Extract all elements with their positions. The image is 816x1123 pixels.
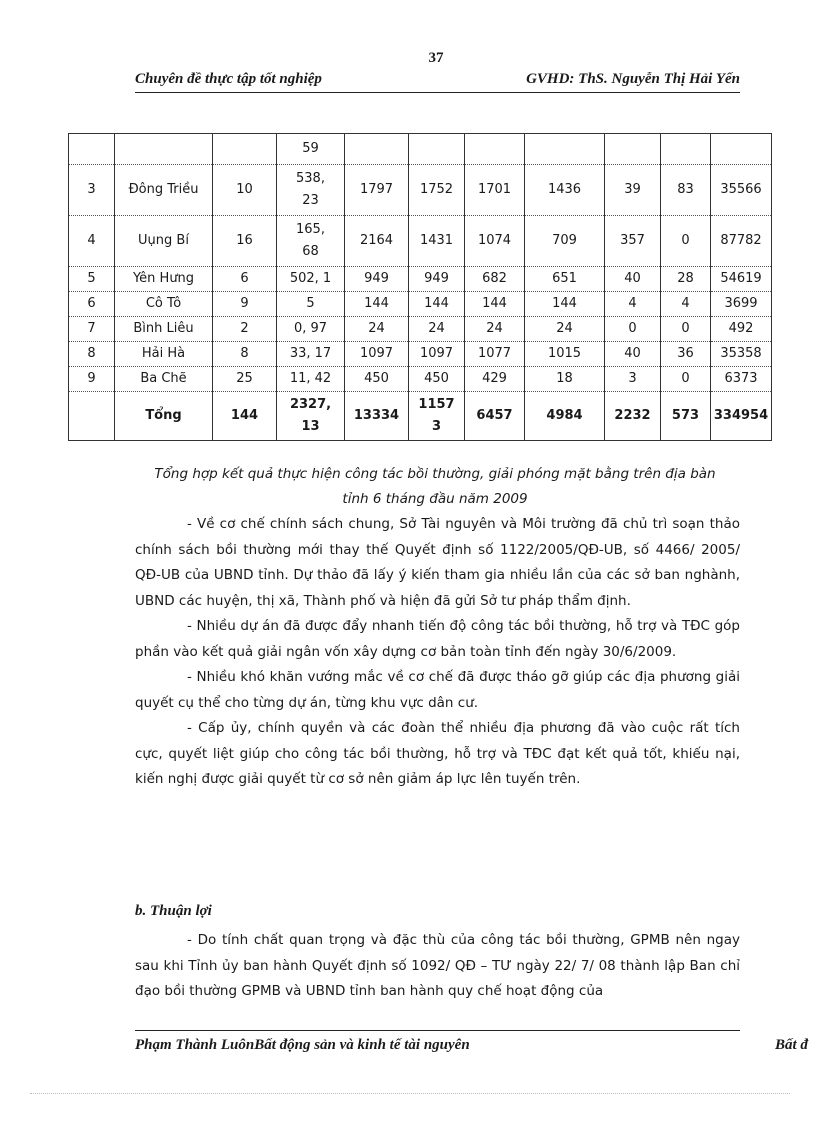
header-title: Chuyên đề thực tập tốt nghiệp xyxy=(135,71,322,87)
table-total-cell: 334954 xyxy=(711,392,772,441)
table-caption xyxy=(120,462,750,512)
table-cell: 144 xyxy=(409,292,465,317)
table-cell: 87782 xyxy=(711,216,772,267)
table-cell: 682 xyxy=(465,267,525,292)
table-cell: 502, 1 xyxy=(277,267,345,292)
caption-line-2: tỉnh 6 tháng đầu năm 2009 xyxy=(342,491,528,507)
table-cell: 2164 xyxy=(345,216,409,267)
table-cell: 1077 xyxy=(465,342,525,367)
table-cell: 35566 xyxy=(711,165,772,216)
table-cell: 144 xyxy=(525,292,605,317)
table-cell: 35358 xyxy=(711,342,772,367)
table-total-cell: 6457 xyxy=(465,392,525,441)
table-cell: 36 xyxy=(661,342,711,367)
table-cell: Cô Tô xyxy=(115,292,213,317)
table-cell xyxy=(605,134,661,165)
table-cell: 6 xyxy=(213,267,277,292)
table-total-cell: 2232 xyxy=(605,392,661,441)
body-paragraphs xyxy=(135,512,740,793)
table-cell: 949 xyxy=(409,267,465,292)
table-cell: 40 xyxy=(605,267,661,292)
table-cell: 357 xyxy=(605,216,661,267)
table-cell: 6373 xyxy=(711,367,772,392)
table-cell: 709 xyxy=(525,216,605,267)
table-cell xyxy=(661,134,711,165)
compensation-results-table xyxy=(68,133,772,441)
table-cell: 1436 xyxy=(525,165,605,216)
table-cell xyxy=(409,134,465,165)
table-cell: Uụng Bí xyxy=(115,216,213,267)
footer-divider xyxy=(135,1030,740,1031)
table-cell: 2 xyxy=(213,317,277,342)
table-row xyxy=(69,267,772,292)
footer-author: Phạm Thành LuônBất động sản và kinh tế tài nguyên xyxy=(135,1037,470,1053)
table-cell: 1797 xyxy=(345,165,409,216)
table-row xyxy=(69,342,772,367)
table-cell: 1097 xyxy=(409,342,465,367)
table-cell: 651 xyxy=(525,267,605,292)
paragraph: - Nhiều khó khăn vướng mắc về cơ chế đã được tháo gỡ giúp các địa phương giải quyết cụ thể cho từng dự án, từng khu vực dân cư. xyxy=(135,669,740,711)
paragraph: - Về cơ chế chính sách chung, Sở Tài nguyên và Môi trường đã chủ trì soạn thảo chính sách bồi thường mới thay thế Quyết định số 1122/2005/QĐ-UB, số 4466/ 2005/ QĐ-UB của UBND tỉnh. Dự thảo đã lấy ý kiến tham gia nhiều lần của các sở ban nghành, UBND các huyện, thị xã, Thành phố và hiện đã gửi Sở tư pháp thẩm định. xyxy=(135,516,740,609)
table-cell: 165, 68 xyxy=(277,216,345,267)
table-cell: 39 xyxy=(605,165,661,216)
table-cell: 4 xyxy=(605,292,661,317)
table-cell: 1015 xyxy=(525,342,605,367)
table-cell: 28 xyxy=(661,267,711,292)
caption-line-1: Tổng hợp kết quả thực hiện công tác bồi thường, giải phóng mặt bằng trên địa bàn xyxy=(154,466,716,482)
table-cell: 24 xyxy=(465,317,525,342)
table-total-cell: 144 xyxy=(213,392,277,441)
table-cell: 4 xyxy=(661,292,711,317)
table-cell xyxy=(711,134,772,165)
table-cell: 11, 42 xyxy=(277,367,345,392)
page-number: 37 xyxy=(428,50,444,66)
table-cell: 83 xyxy=(661,165,711,216)
table-cell: 24 xyxy=(525,317,605,342)
table-cell: 3699 xyxy=(711,292,772,317)
table-cell: 429 xyxy=(465,367,525,392)
table-cell: 3 xyxy=(69,165,115,216)
table-cell: 0, 97 xyxy=(277,317,345,342)
table-cell: 949 xyxy=(345,267,409,292)
table-cell: 538, 23 xyxy=(277,165,345,216)
table-cell: Hải Hà xyxy=(115,342,213,367)
table-cell: 8 xyxy=(69,342,115,367)
paragraph: - Cấp ủy, chính quyền và các đoàn thể nhiều địa phương đã vào cuộc rất tích cực, quyết liệt giúp cho công tác bồi thường, hỗ trợ và TĐC đạt kết quả tốt, khiếu nại, kiến nghị được giải quyết từ cơ sở nên giảm áp lực lên tuyến trên. xyxy=(135,720,740,787)
table-cell: 16 xyxy=(213,216,277,267)
table-cell: 3 xyxy=(605,367,661,392)
table-row xyxy=(69,317,772,342)
table-cell: 450 xyxy=(409,367,465,392)
table-cell: 5 xyxy=(69,267,115,292)
table-total-cell: 573 xyxy=(661,392,711,441)
table-cell: 25 xyxy=(213,367,277,392)
table-cell: 0 xyxy=(605,317,661,342)
table-cell: 492 xyxy=(711,317,772,342)
table-row xyxy=(69,216,772,267)
table-cell: 144 xyxy=(465,292,525,317)
table-cell xyxy=(115,134,213,165)
table-cell xyxy=(213,134,277,165)
table-cell: Bình Liêu xyxy=(115,317,213,342)
table-cell: 0 xyxy=(661,317,711,342)
table-row xyxy=(69,134,772,165)
table-row xyxy=(69,292,772,317)
table-cell: 8 xyxy=(213,342,277,367)
table-cell: 24 xyxy=(345,317,409,342)
table-cell: 40 xyxy=(605,342,661,367)
table-cell: 6 xyxy=(69,292,115,317)
table-cell: 1431 xyxy=(409,216,465,267)
table-cell: 0 xyxy=(661,367,711,392)
table-cell: 4 xyxy=(69,216,115,267)
table-cell: 10 xyxy=(213,165,277,216)
table-row xyxy=(69,367,772,392)
table-cell: 59 xyxy=(277,134,345,165)
table-cell: 9 xyxy=(69,367,115,392)
table-cell xyxy=(345,134,409,165)
table-cell: 1752 xyxy=(409,165,465,216)
table-total-cell: 4984 xyxy=(525,392,605,441)
table-cell: 1074 xyxy=(465,216,525,267)
table-cell: 54619 xyxy=(711,267,772,292)
table-total-cell: 13334 xyxy=(345,392,409,441)
section-heading: b. Thuận lợi xyxy=(135,903,212,919)
table-cell: 450 xyxy=(345,367,409,392)
table-cell: 33, 17 xyxy=(277,342,345,367)
paragraph: - Nhiều dự án đã được đẩy nhanh tiến độ công tác bồi thường, hỗ trợ và TĐC góp phần vào kết quả giải ngân vốn xây dựng cơ bản toàn tỉnh đến ngày 30/6/2009. xyxy=(135,618,740,660)
table-cell: 5 xyxy=(277,292,345,317)
table-total-cell: 1157 3 xyxy=(409,392,465,441)
table-cell: 144 xyxy=(345,292,409,317)
footer-overflow-text: Bất đ xyxy=(775,1037,808,1053)
table-total-cell: Tổng xyxy=(115,392,213,441)
table-cell: 1701 xyxy=(465,165,525,216)
table-row xyxy=(69,165,772,216)
page-header xyxy=(135,70,740,93)
paragraph: - Do tính chất quan trọng và đặc thù của công tác bồi thường, GPMB nên ngay sau khi Tỉnh ủy ban hành Quyết định số 1092/ QĐ – TƯ ngày 22/ 7/ 08 thành lập Ban chỉ đạo bồi thường GPMB và UBND tỉnh ban hành quy chế hoạt động của xyxy=(135,932,740,999)
section-b-body xyxy=(135,928,740,1005)
table-cell xyxy=(525,134,605,165)
table-cell: 18 xyxy=(525,367,605,392)
table-total-cell xyxy=(69,392,115,441)
table-cell: Yên Hưng xyxy=(115,267,213,292)
table-total-row xyxy=(69,392,772,441)
table-cell xyxy=(69,134,115,165)
table-cell: Đông Triều xyxy=(115,165,213,216)
table-cell: 9 xyxy=(213,292,277,317)
table-cell: 1097 xyxy=(345,342,409,367)
table-cell: Ba Chẽ xyxy=(115,367,213,392)
table-body xyxy=(69,134,772,441)
header-advisor: GVHD: ThS. Nguyễn Thị Hải Yến xyxy=(526,71,740,87)
table-cell: 0 xyxy=(661,216,711,267)
table-cell xyxy=(465,134,525,165)
table-cell: 24 xyxy=(409,317,465,342)
page-bottom-divider xyxy=(30,1093,790,1094)
table-cell: 7 xyxy=(69,317,115,342)
table-total-cell: 2327, 13 xyxy=(277,392,345,441)
